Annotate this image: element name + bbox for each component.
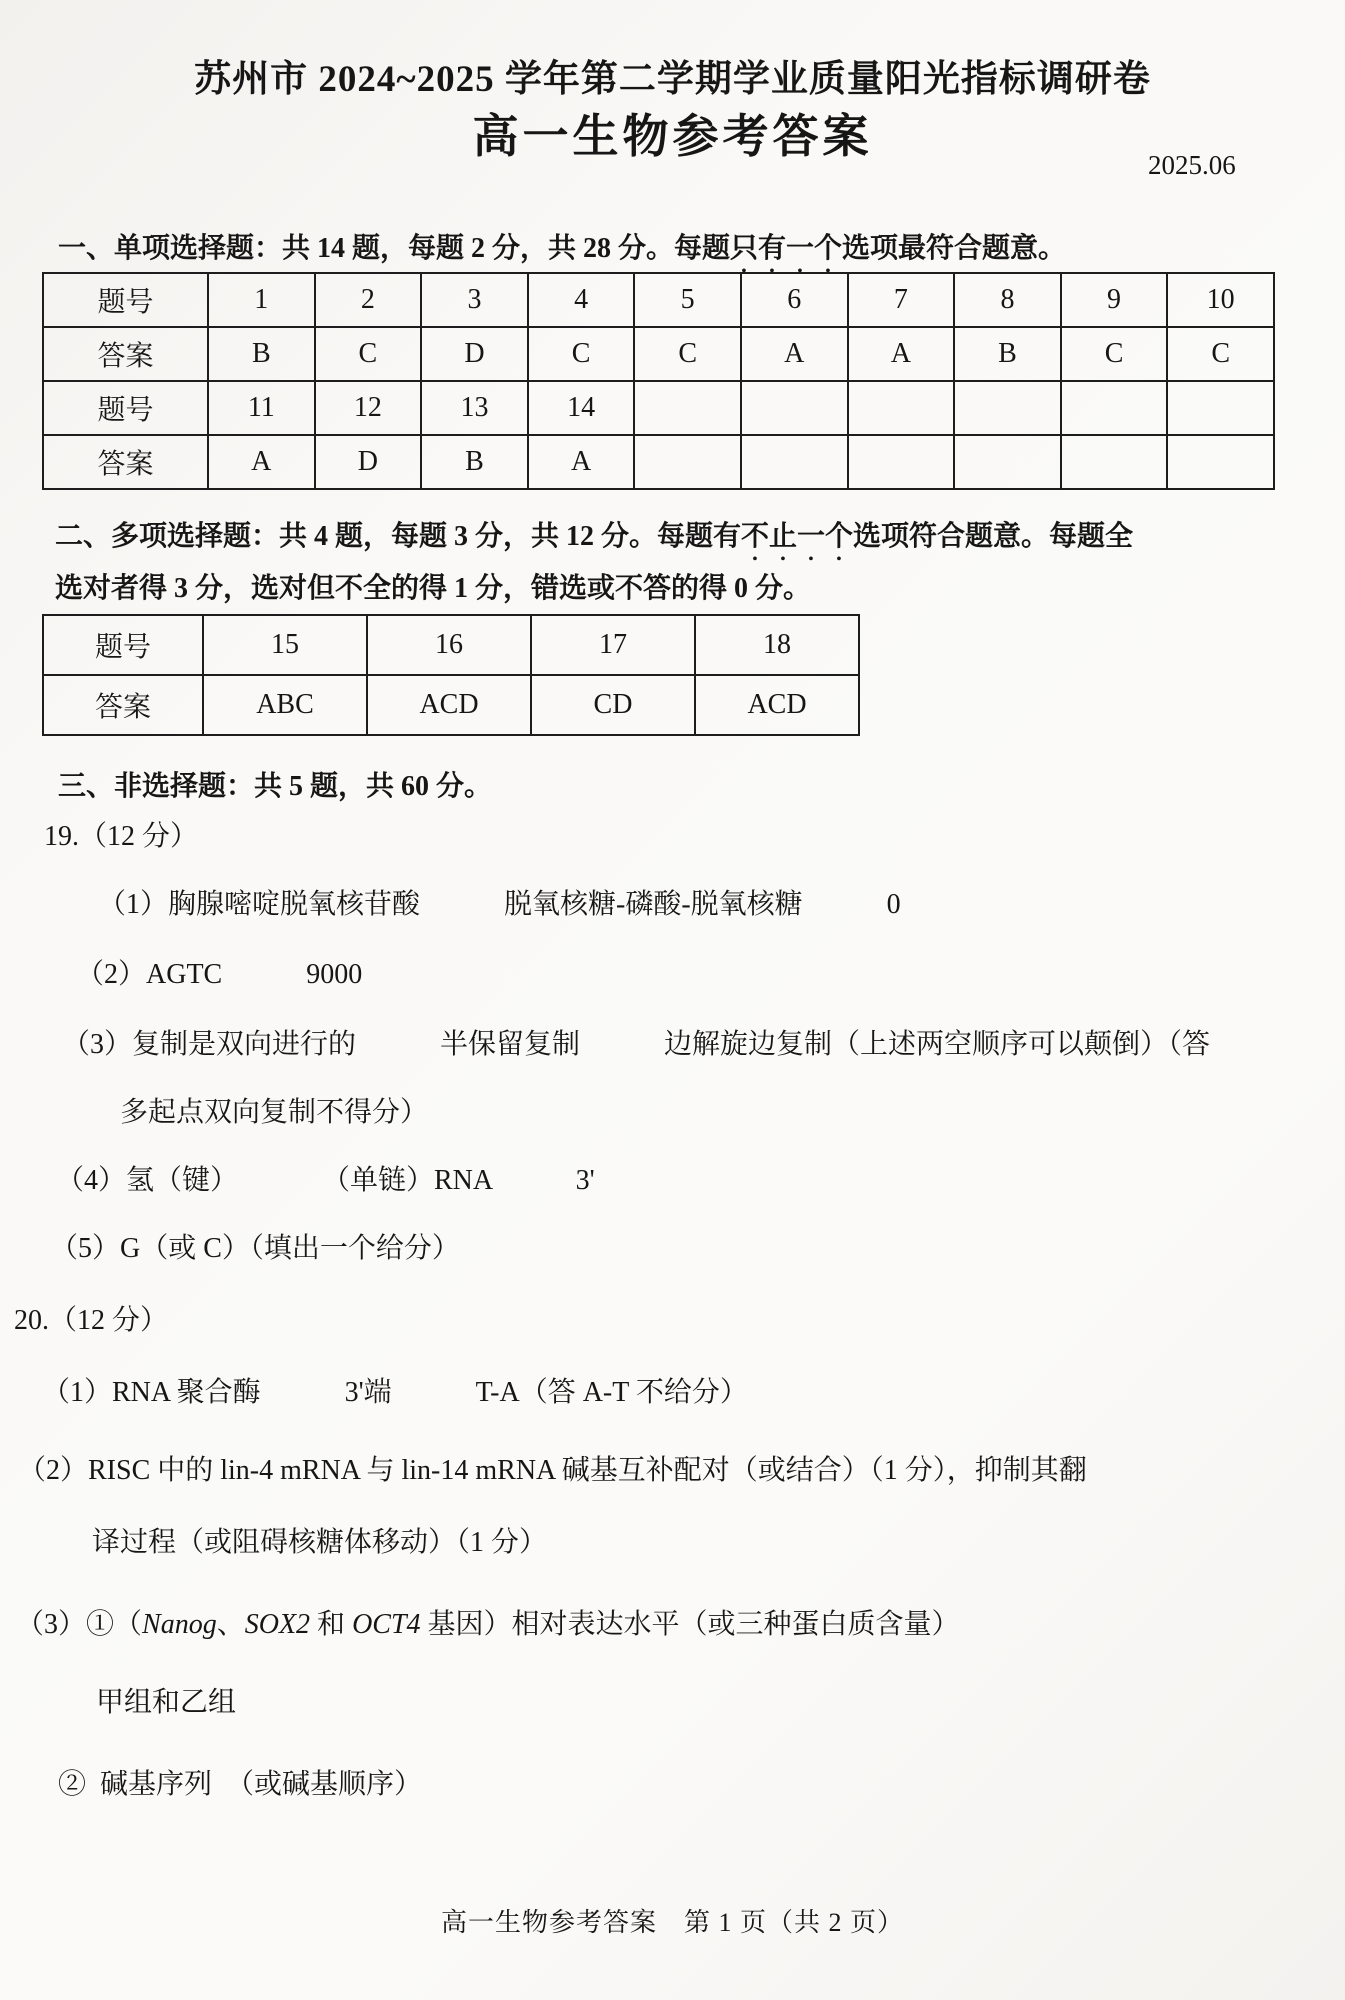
answer-cell: C bbox=[634, 327, 741, 381]
answer-cell: C bbox=[1061, 327, 1168, 381]
answer-cell: 6 bbox=[741, 273, 848, 327]
q20-answer-3-part1-line2: 甲组和乙组 bbox=[96, 1687, 237, 1718]
answer-cell: D bbox=[315, 435, 422, 489]
row-label-cell: 题号 bbox=[43, 615, 203, 675]
answer-cell: 4 bbox=[528, 273, 635, 327]
q19-answer-1: （1）胸腺嘧啶脱氧核苷酸 脱氧核糖-磷酸-脱氧核糖 0 bbox=[98, 889, 901, 920]
table-row bbox=[43, 327, 1274, 381]
answer-cell bbox=[741, 435, 848, 489]
section2-intro-suffix: 选项符合题意。每题全 bbox=[853, 521, 1134, 552]
q20-a3-text: 基因）相对表达水平（或三种蛋白质含量） bbox=[420, 1609, 960, 1640]
q19-answer-3-line2: 多起点双向复制不得分） bbox=[120, 1097, 429, 1128]
answer-cell: A bbox=[741, 327, 848, 381]
answer-cell bbox=[954, 381, 1061, 435]
answer-cell: 13 bbox=[421, 381, 528, 435]
answer-cell: 3 bbox=[421, 273, 528, 327]
gene-name-sox2: SOX2 bbox=[244, 1609, 311, 1640]
row-label-cell: 题号 bbox=[43, 273, 208, 327]
answer-cell: A bbox=[528, 435, 635, 489]
answer-cell: 5 bbox=[634, 273, 741, 327]
answer-cell bbox=[1167, 381, 1274, 435]
answer-cell: ABC bbox=[203, 675, 367, 735]
section2-intro-line2: 选对者得 3 分，选对但不全的得 1 分，错选或不答的得 0 分。 bbox=[55, 573, 812, 604]
answer-cell: C bbox=[528, 327, 635, 381]
answer-cell bbox=[954, 435, 1061, 489]
subject-title: 高一生物参考答案 bbox=[472, 111, 873, 162]
answer-cell bbox=[741, 381, 848, 435]
answer-cell: 1 bbox=[208, 273, 315, 327]
q20-answer-1: （1）RNA 聚合酶 3'端 T-A（答 A-T 不给分） bbox=[42, 1377, 748, 1408]
answer-cell: ACD bbox=[367, 675, 531, 735]
row-label-cell: 答案 bbox=[43, 435, 208, 489]
gene-name-nanog: Nanog bbox=[142, 1609, 217, 1640]
q19-number: 19.（12 分） bbox=[44, 821, 199, 852]
exam-title: 苏州市 2024~2025 学年第二学期学业质量阳光指标调研卷 bbox=[194, 59, 1151, 100]
multi-choice-answer-table bbox=[42, 614, 860, 736]
answer-cell: 2 bbox=[315, 273, 422, 327]
table-row bbox=[43, 381, 1274, 435]
gene-name-oct4: OCT4 bbox=[352, 1609, 421, 1640]
answer-cell: D bbox=[421, 327, 528, 381]
answer-cell: 14 bbox=[528, 381, 635, 435]
row-label-cell: 答案 bbox=[43, 327, 208, 381]
answer-cell: 9 bbox=[1061, 273, 1168, 327]
section2-intro-prefix: 二、多项选择题：共 4 题，每题 3 分，共 12 分。每题有 bbox=[55, 521, 742, 552]
section1-intro-suffix: 选项最符合题意。 bbox=[842, 233, 1067, 264]
single-choice-answer-table bbox=[42, 272, 1275, 490]
answer-cell: 15 bbox=[203, 615, 367, 675]
section2-intro-emphasis: 不止一个 bbox=[741, 521, 854, 552]
row-label-cell: 答案 bbox=[43, 675, 203, 735]
table-row bbox=[43, 273, 1274, 327]
q20-answer-3-part1-line1 bbox=[16, 1602, 960, 1642]
answer-cell bbox=[634, 435, 741, 489]
answer-cell: CD bbox=[531, 675, 695, 735]
answer-cell bbox=[1061, 435, 1168, 489]
q20-answer-3-part2: ② 碱基序列 （或碱基顺序） bbox=[58, 1769, 423, 1800]
answer-cell bbox=[1167, 435, 1274, 489]
answer-cell: 8 bbox=[954, 273, 1061, 327]
table-row bbox=[43, 435, 1274, 489]
answer-cell bbox=[634, 381, 741, 435]
q20-a3-text: 和 bbox=[310, 1609, 353, 1640]
q20-a3-text: 、 bbox=[216, 1609, 245, 1640]
answer-cell bbox=[848, 381, 955, 435]
section2-intro-line1 bbox=[55, 514, 1133, 567]
q19-answer-4: （4）氢（键） （单链）RNA 3' bbox=[56, 1165, 595, 1196]
answer-cell: 11 bbox=[208, 381, 315, 435]
answer-cell: 17 bbox=[531, 615, 695, 675]
answer-cell: 18 bbox=[695, 615, 859, 675]
section1-intro-prefix: 一、单项选择题：共 14 题，每题 2 分，共 28 分。每题 bbox=[58, 233, 731, 264]
q20-number: 20.（12 分） bbox=[14, 1305, 169, 1336]
table-row bbox=[43, 615, 859, 675]
answer-cell: A bbox=[208, 435, 315, 489]
answer-cell bbox=[848, 435, 955, 489]
q20-answer-2-line2: 译过程（或阻碍核糖体移动）（1 分） bbox=[92, 1527, 548, 1558]
section3-intro: 三、非选择题：共 5 题，共 60 分。 bbox=[58, 771, 493, 802]
q19-answer-5: （5）G（或 C）（填出一个给分） bbox=[50, 1233, 460, 1264]
answer-cell: 7 bbox=[848, 273, 955, 327]
table-row bbox=[43, 675, 859, 735]
answer-cell: B bbox=[954, 327, 1061, 381]
q19-answer-3-line1: （3）复制是双向进行的 半保留复制 边解旋边复制（上述两空顺序可以颠倒）（答 bbox=[62, 1029, 1211, 1060]
section1-intro-emphasis: 只有一个 bbox=[730, 233, 843, 264]
q20-answer-2-line1: （2）RISC 中的 lin-4 mRNA 与 lin-14 mRNA 碱基互补配对（或结合）（1 分），抑制其翻 bbox=[18, 1455, 1087, 1486]
answer-cell: 16 bbox=[367, 615, 531, 675]
answer-cell: B bbox=[208, 327, 315, 381]
exam-date: 2025.06 bbox=[1148, 150, 1236, 180]
answer-cell bbox=[1061, 381, 1168, 435]
answer-cell: C bbox=[1167, 327, 1274, 381]
answer-cell: B bbox=[421, 435, 528, 489]
answer-cell: 10 bbox=[1167, 273, 1274, 327]
answer-cell: ACD bbox=[695, 675, 859, 735]
answer-cell: C bbox=[315, 327, 422, 381]
answer-cell: 12 bbox=[315, 381, 422, 435]
page-footer: 高一生物参考答案 第 1 页（共 2 页） bbox=[440, 1908, 904, 1937]
row-label-cell: 题号 bbox=[43, 381, 208, 435]
q19-answer-2: （2）AGTC 9000 bbox=[76, 959, 363, 990]
q20-a3-text: （3）①（ bbox=[16, 1609, 143, 1640]
answer-cell: A bbox=[848, 327, 955, 381]
